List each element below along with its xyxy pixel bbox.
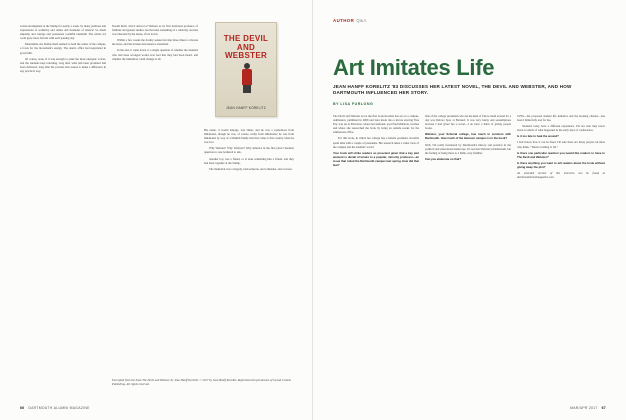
left-column-3	[204, 128, 294, 173]
left-column-1	[20, 24, 106, 75]
publication-name: DARTMOUTH ALUMNI MAGAZINE	[28, 406, 90, 410]
figure-illustration-icon	[240, 63, 254, 93]
paragraph: Naomi Roth, who'd arrived at Webster as its first dedicated professor of feminist and gender studies, had become something of a celebrity, and she was tolerated by the deans, if not loved.	[112, 24, 198, 37]
paragraph: Meanwhile, the Stump itself seemed to hold the center of the campus, a focus for the movement's energy. The dean's office had negotiated in good faith.	[20, 42, 106, 55]
paragraph: Within a few weeks the faculty senate had met three times to discuss the issue, and the trustees had issued a statement.	[112, 38, 198, 47]
extended-version-note: An extended version of this interview can be found at dartmouthalumnimagazine.com.	[517, 171, 605, 180]
left-column-2	[112, 24, 198, 63]
paragraph: actual encampment at the Stump for nearly a week. So many petitions and expressions of solidarity and rallies and moments of silence! So much empathy and outrage and passionate youthful idealism! The whole ice room grew more fervent with each passing day.	[20, 24, 106, 41]
right-page	[313, 0, 626, 420]
paragraph: One of the college presidents who let me kind of follow them around for a day was Debora Spar at Barnard. It was very funny and serendipitous because I had given her a novel—I do have a habit of giving people books.	[425, 114, 511, 131]
paragraph: 1970s—the proposed student life initiative and the housing clusters—has been I think fully real for me.	[517, 114, 605, 123]
paragraph: Well, I'm really fascinated by Dartmouth's history and position in the political and educational landscape. It's not that Webster is Dartmouth, but the feeling of being there is, I think, very familiar.	[425, 142, 511, 155]
paragraph: Of course, none of it was enough to quiet the most energetic voices, and the students kept returning, long after what had been promised had been delivered, long after the protests had ceased to make a difference in any practical way.	[20, 56, 106, 73]
article-headline: Art Imitates Life	[333, 55, 495, 80]
excerpt-credit: Excerpted from the book The Devil and Webster, by Jean Hanff Korelitz. © 2017 by Jean Hanff Korelitz. Reprinted with permission of Grand Central Publishing. All rights reserved.	[112, 378, 291, 387]
section-label	[333, 18, 367, 23]
page-number: 67	[601, 406, 606, 410]
right-column-2	[425, 114, 511, 163]
paragraph: Another boy was a friend, or at least something like a friend, and they had been together at the Stump.	[204, 156, 294, 165]
article-dek: JEAN HANFF KORELITZ '83 DISCUSSES HER LATEST NOVEL, THE DEVIL AND WEBSTER, AND HOW DARTMOUTH INFLUENCED HER STORY.	[333, 84, 572, 96]
paragraph: His name, it would emerge, was Omar, and he was a sophomore from Oklahoma, though he was, of course, really from Oklahoma; he was from Oklahoma by way of a Muslim family that had come to this country when he was two.	[204, 128, 294, 145]
article-byline: BY LISA FURLONG	[333, 102, 374, 106]
book-cover-image	[215, 22, 277, 117]
folio-left	[20, 406, 90, 410]
book-cover-title: THE DEVIL AND WEBSTER	[223, 34, 269, 60]
right-column-1	[333, 114, 419, 169]
paragraph: The memorial was a tragedy, said someone, and a mistake, and a lesson.	[209, 166, 293, 171]
folio-right	[570, 406, 606, 410]
paragraph: Why Webster? Why Vermont? Why America in the first place? Another question no one bothered to ask.	[204, 146, 294, 155]
paragraph: I don't know how it can be fixed. I'm sure there are many people out there who think, "There's nothing to fix."	[517, 140, 605, 149]
interview-question: Can you elaborate on that?	[425, 156, 462, 161]
interview-question: Webster, your fictional college, has much in common with Dartmouth. How much of the Hanover campus is in the book?	[425, 132, 511, 141]
interview-question: Is there anything you want to tell readers about the book without giving away the plot?	[517, 160, 605, 169]
paragraph: For this book, in which her college has a female president, Korelitz spent time with a couple of presidents. Her research takes a wider view of the campus and the students' world.	[333, 136, 419, 149]
book-cover-author: JEAN HANFF KORELITZ	[226, 106, 266, 110]
page-number: 66	[20, 406, 25, 410]
paragraph: Students today have a different experience. I'm not sure they know about so much of what happened in the early days of coeducation.	[517, 124, 605, 133]
section-label-secondary: Q&A	[356, 18, 367, 23]
paragraph: The Devil and Webster is not the first book Korelitz has set on a campus. Admission, published in 2009 and later made into a movie starring Tina Fey, was set at Princeton, where her husband, poet Paul Muldoon, teaches and where she researched the book by being an outside reader for the admissions office.	[333, 114, 419, 135]
paragraph: In the end, it came down to a single question of whether the students who had been wronged would ever feel that they had been heard, and whether the institution could change at all.	[112, 48, 198, 61]
section-label-primary: AUTHOR	[333, 18, 355, 23]
right-column-3	[517, 114, 605, 181]
interview-question: Is there one particular reaction you would like readers to have to The Devil and Webster?	[517, 150, 605, 159]
issue-date: MAR/APR 2017	[570, 406, 598, 410]
interview-question: Your book will strike readers as prescient given that a key plot element is denial of tenure to a popular, minority professor—an issue that roiled the Dartmouth campus last spring. How did that feel?	[333, 150, 419, 168]
interview-question: Is it too late to heal the wound?	[517, 134, 559, 139]
